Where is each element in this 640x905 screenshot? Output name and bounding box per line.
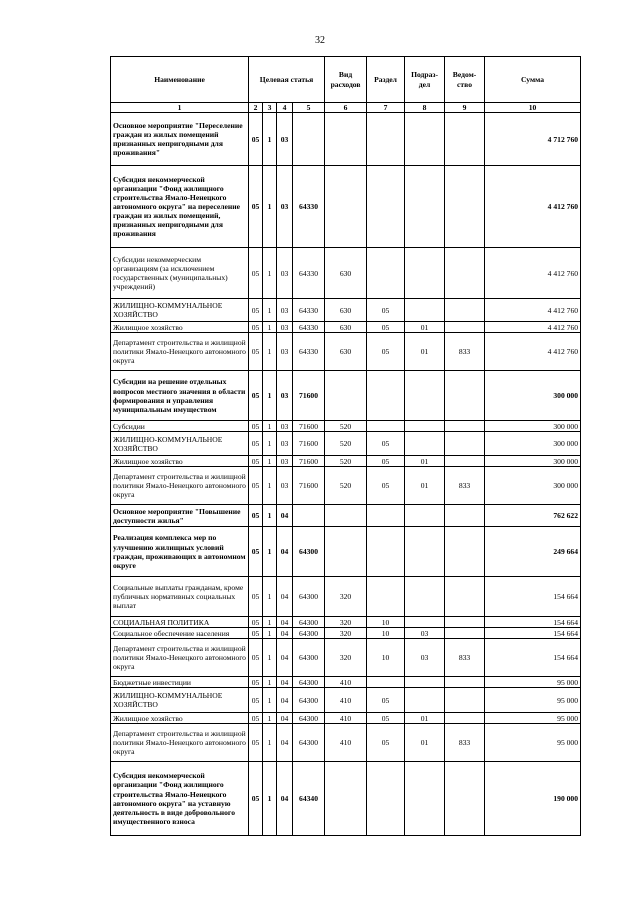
row-expense-type (325, 762, 367, 836)
header-amount: Сумма (485, 57, 581, 103)
row-subsection: 01 (405, 713, 445, 724)
row-expense-type: 520 (325, 432, 367, 456)
row-subprogram: 1 (263, 639, 277, 677)
row-target-code: 64300 (293, 677, 325, 688)
budget-table (110, 56, 581, 836)
row-amount: 154 664 (485, 628, 581, 639)
table-row (111, 617, 581, 628)
row-subsection (405, 371, 445, 421)
row-expense-type: 630 (325, 299, 367, 322)
row-name: ЖИЛИЩНО-КОММУНАЛЬНОЕ ХОЗЯЙСТВО (111, 432, 249, 456)
row-program: 05 (249, 724, 263, 762)
row-subprogram: 1 (263, 617, 277, 628)
row-section: 05 (367, 322, 405, 333)
row-target-code: 64300 (293, 688, 325, 713)
row-section: 05 (367, 724, 405, 762)
row-department (445, 577, 485, 617)
table-row (111, 456, 581, 467)
row-department (445, 371, 485, 421)
column-number: 4 (277, 103, 293, 113)
row-activity: 04 (277, 617, 293, 628)
table-row (111, 713, 581, 724)
row-expense-type (325, 371, 367, 421)
row-section: 05 (367, 456, 405, 467)
row-subprogram: 1 (263, 421, 277, 432)
table-row (111, 322, 581, 333)
row-name: Реализация комплекса мер по улучшению жилищных условий граждан, проживающих в автономном округе (111, 527, 249, 577)
row-program: 05 (249, 333, 263, 371)
row-expense-type: 630 (325, 322, 367, 333)
row-department: 833 (445, 724, 485, 762)
row-subsection (405, 299, 445, 322)
row-activity: 04 (277, 527, 293, 577)
row-amount: 4 712 760 (485, 113, 581, 166)
row-name: Жилищное хозяйство (111, 322, 249, 333)
row-department: 833 (445, 467, 485, 505)
row-program: 05 (249, 577, 263, 617)
row-subsection (405, 762, 445, 836)
row-activity: 03 (277, 113, 293, 166)
row-subprogram: 1 (263, 713, 277, 724)
row-subsection (405, 617, 445, 628)
row-activity: 03 (277, 333, 293, 371)
row-subsection: 01 (405, 467, 445, 505)
row-name: Основное мероприятие "Переселение граждан из жилых помещений признанных непригодными для проживания" (111, 113, 249, 166)
row-expense-type: 520 (325, 421, 367, 432)
row-program: 05 (249, 505, 263, 527)
row-department (445, 617, 485, 628)
table-row (111, 166, 581, 248)
row-name: Департамент строительства и жилищной политики Ямало-Ненецкого автономного округа (111, 724, 249, 762)
row-name: Субсидии некоммерческим организациям (за исключением государственных (муниципальных) учреждений) (111, 248, 249, 299)
row-section: 10 (367, 617, 405, 628)
row-name: Департамент строительства и жилищной политики Ямало-Ненецкого автономного округа (111, 333, 249, 371)
row-department (445, 713, 485, 724)
row-activity: 03 (277, 299, 293, 322)
row-program: 05 (249, 677, 263, 688)
row-name: ЖИЛИЩНО-КОММУНАЛЬНОЕ ХОЗЯЙСТВО (111, 688, 249, 713)
row-program: 05 (249, 456, 263, 467)
row-name: Субсидия некоммерческой организации "Фонд жилищного строительства Ямало-Ненецкого автономного округа" на переселение граждан из жилых помещений, признанных непригодными для проживания (111, 166, 249, 248)
row-program: 05 (249, 166, 263, 248)
row-amount: 154 664 (485, 577, 581, 617)
row-program: 05 (249, 688, 263, 713)
row-target-code: 64330 (293, 299, 325, 322)
row-subsection: 03 (405, 628, 445, 639)
row-subprogram: 1 (263, 724, 277, 762)
row-name: Основное мероприятие "Повышение доступности жилья" (111, 505, 249, 527)
column-number: 5 (293, 103, 325, 113)
header-name: Наименование (111, 57, 249, 103)
column-number: 2 (249, 103, 263, 113)
row-subsection: 03 (405, 639, 445, 677)
row-department (445, 677, 485, 688)
row-expense-type: 410 (325, 677, 367, 688)
row-activity: 03 (277, 248, 293, 299)
row-target-code: 64330 (293, 248, 325, 299)
row-program: 05 (249, 527, 263, 577)
row-subsection (405, 166, 445, 248)
row-name: Социальные выплаты гражданам, кроме публичных нормативных социальных выплат (111, 577, 249, 617)
row-amount: 95 000 (485, 677, 581, 688)
row-target-code: 64300 (293, 639, 325, 677)
row-program: 05 (249, 299, 263, 322)
row-department (445, 688, 485, 713)
row-program: 05 (249, 113, 263, 166)
row-department (445, 322, 485, 333)
row-target-code: 64300 (293, 527, 325, 577)
column-number: 7 (367, 103, 405, 113)
row-expense-type: 520 (325, 456, 367, 467)
header-target: Целевая статья (249, 57, 325, 103)
row-expense-type: 320 (325, 628, 367, 639)
row-subprogram: 1 (263, 432, 277, 456)
row-expense-type: 320 (325, 617, 367, 628)
row-subprogram: 1 (263, 248, 277, 299)
row-target-code: 64340 (293, 762, 325, 836)
row-subsection: 01 (405, 333, 445, 371)
row-name: Жилищное хозяйство (111, 456, 249, 467)
row-section: 05 (367, 432, 405, 456)
header-department: Ведом-ство (445, 57, 485, 103)
row-activity: 04 (277, 724, 293, 762)
row-program: 05 (249, 467, 263, 505)
row-expense-type: 320 (325, 639, 367, 677)
row-subprogram: 1 (263, 371, 277, 421)
row-target-code: 64300 (293, 724, 325, 762)
table-row (111, 333, 581, 371)
row-amount: 95 000 (485, 724, 581, 762)
row-activity: 03 (277, 467, 293, 505)
row-section: 10 (367, 628, 405, 639)
row-amount: 249 664 (485, 527, 581, 577)
row-subprogram: 1 (263, 113, 277, 166)
table-row (111, 677, 581, 688)
row-subsection (405, 432, 445, 456)
row-subsection: 01 (405, 322, 445, 333)
row-subsection: 01 (405, 456, 445, 467)
column-number: 10 (485, 103, 581, 113)
row-target-code: 71600 (293, 371, 325, 421)
row-name: Субсидии на решение отдельных вопросов местного значения в области формирования и управления муниципальным имуществом (111, 371, 249, 421)
row-subsection (405, 688, 445, 713)
row-program: 05 (249, 421, 263, 432)
row-expense-type (325, 505, 367, 527)
row-activity: 04 (277, 762, 293, 836)
table-row (111, 527, 581, 577)
header-subsection: Подраз-дел (405, 57, 445, 103)
row-amount: 190 000 (485, 762, 581, 836)
row-name: Субсидии (111, 421, 249, 432)
row-amount: 4 412 760 (485, 333, 581, 371)
table-row (111, 628, 581, 639)
row-subprogram: 1 (263, 762, 277, 836)
row-department (445, 113, 485, 166)
row-section (367, 677, 405, 688)
row-program: 05 (249, 713, 263, 724)
row-subsection (405, 577, 445, 617)
row-target-code: 71600 (293, 467, 325, 505)
row-target-code: 64330 (293, 333, 325, 371)
header-expense-type: Вид расходов (325, 57, 367, 103)
row-section (367, 371, 405, 421)
row-target-code: 71600 (293, 456, 325, 467)
row-section: 10 (367, 639, 405, 677)
page-number: 32 (315, 35, 325, 46)
row-department (445, 166, 485, 248)
row-subsection (405, 527, 445, 577)
table-row (111, 248, 581, 299)
row-target-code (293, 113, 325, 166)
row-expense-type: 630 (325, 333, 367, 371)
row-activity: 04 (277, 639, 293, 677)
row-amount: 95 000 (485, 688, 581, 713)
row-program: 05 (249, 762, 263, 836)
table-row (111, 299, 581, 322)
row-expense-type: 410 (325, 688, 367, 713)
row-activity: 03 (277, 166, 293, 248)
row-amount: 762 622 (485, 505, 581, 527)
row-section: 05 (367, 333, 405, 371)
row-expense-type: 410 (325, 713, 367, 724)
row-section (367, 166, 405, 248)
row-program: 05 (249, 248, 263, 299)
row-target-code: 64330 (293, 322, 325, 333)
column-number-row (111, 103, 581, 113)
row-activity: 04 (277, 677, 293, 688)
row-subsection (405, 113, 445, 166)
row-expense-type: 520 (325, 467, 367, 505)
row-department (445, 432, 485, 456)
row-expense-type: 320 (325, 577, 367, 617)
row-target-code: 64300 (293, 617, 325, 628)
row-amount: 95 000 (485, 713, 581, 724)
row-name: Бюджетные инвестиции (111, 677, 249, 688)
row-amount: 300 000 (485, 467, 581, 505)
row-subsection (405, 677, 445, 688)
row-expense-type (325, 166, 367, 248)
row-section (367, 527, 405, 577)
row-name: Департамент строительства и жилищной политики Ямало-Ненецкого автономного округа (111, 639, 249, 677)
row-amount: 4 412 760 (485, 166, 581, 248)
row-subprogram: 1 (263, 577, 277, 617)
row-activity: 03 (277, 456, 293, 467)
table-row (111, 113, 581, 166)
row-subprogram: 1 (263, 505, 277, 527)
column-number: 1 (111, 103, 249, 113)
row-name: Социальное обеспечение населения (111, 628, 249, 639)
row-expense-type (325, 527, 367, 577)
row-subprogram: 1 (263, 333, 277, 371)
row-subsection (405, 248, 445, 299)
row-program: 05 (249, 371, 263, 421)
table-row (111, 724, 581, 762)
row-department (445, 762, 485, 836)
header-section: Раздел (367, 57, 405, 103)
row-department (445, 456, 485, 467)
row-target-code: 64300 (293, 713, 325, 724)
row-section (367, 113, 405, 166)
row-program: 05 (249, 617, 263, 628)
row-subprogram: 1 (263, 456, 277, 467)
row-subsection (405, 505, 445, 527)
row-activity: 04 (277, 688, 293, 713)
row-activity: 04 (277, 577, 293, 617)
row-section (367, 577, 405, 617)
row-amount: 4 412 760 (485, 248, 581, 299)
row-department (445, 248, 485, 299)
column-number: 3 (263, 103, 277, 113)
row-amount: 154 664 (485, 639, 581, 677)
row-activity: 03 (277, 421, 293, 432)
row-department (445, 527, 485, 577)
table-row (111, 639, 581, 677)
row-expense-type (325, 113, 367, 166)
row-activity: 03 (277, 432, 293, 456)
row-subsection: 01 (405, 724, 445, 762)
row-subprogram: 1 (263, 527, 277, 577)
row-subprogram: 1 (263, 467, 277, 505)
row-target-code: 64330 (293, 166, 325, 248)
row-program: 05 (249, 322, 263, 333)
row-subprogram: 1 (263, 322, 277, 333)
row-activity: 04 (277, 713, 293, 724)
table-row (111, 421, 581, 432)
table-row (111, 577, 581, 617)
row-section: 05 (367, 688, 405, 713)
row-target-code: 64300 (293, 628, 325, 639)
row-department (445, 505, 485, 527)
row-target-code (293, 505, 325, 527)
row-target-code: 71600 (293, 421, 325, 432)
row-name: ЖИЛИЩНО-КОММУНАЛЬНОЕ ХОЗЯЙСТВО (111, 299, 249, 322)
row-subsection (405, 421, 445, 432)
column-number: 8 (405, 103, 445, 113)
row-amount: 300 000 (485, 432, 581, 456)
row-name: Департамент строительства и жилищной политики Ямало-Ненецкого автономного округа (111, 467, 249, 505)
row-section (367, 421, 405, 432)
row-name: Жилищное хозяйство (111, 713, 249, 724)
column-number: 6 (325, 103, 367, 113)
row-subprogram: 1 (263, 166, 277, 248)
row-amount: 4 412 760 (485, 299, 581, 322)
row-expense-type: 630 (325, 248, 367, 299)
row-expense-type: 410 (325, 724, 367, 762)
row-department (445, 299, 485, 322)
row-department: 833 (445, 333, 485, 371)
row-program: 05 (249, 639, 263, 677)
row-amount: 4 412 760 (485, 322, 581, 333)
row-section (367, 505, 405, 527)
row-subprogram: 1 (263, 688, 277, 713)
row-section: 05 (367, 713, 405, 724)
row-target-code: 71600 (293, 432, 325, 456)
row-name: Субсидия некоммерческой организации "Фонд жилищного строительства Ямало-Ненецкого автономного округа" на уставную деятельность в виде добровольного имущественного взноса (111, 762, 249, 836)
row-amount: 300 000 (485, 421, 581, 432)
table-row (111, 688, 581, 713)
table-row (111, 762, 581, 836)
row-section (367, 762, 405, 836)
row-department (445, 628, 485, 639)
row-activity: 04 (277, 505, 293, 527)
row-department: 833 (445, 639, 485, 677)
row-program: 05 (249, 628, 263, 639)
row-target-code: 64300 (293, 577, 325, 617)
table-row (111, 467, 581, 505)
row-activity: 04 (277, 628, 293, 639)
row-amount: 300 000 (485, 456, 581, 467)
row-section (367, 248, 405, 299)
table-header-row (111, 57, 581, 103)
row-subprogram: 1 (263, 299, 277, 322)
table-row (111, 371, 581, 421)
row-activity: 03 (277, 371, 293, 421)
table-row (111, 432, 581, 456)
row-section: 05 (367, 299, 405, 322)
row-activity: 03 (277, 322, 293, 333)
row-subprogram: 1 (263, 628, 277, 639)
row-name: СОЦИАЛЬНАЯ ПОЛИТИКА (111, 617, 249, 628)
row-amount: 154 664 (485, 617, 581, 628)
row-program: 05 (249, 432, 263, 456)
row-section: 05 (367, 467, 405, 505)
row-amount: 300 000 (485, 371, 581, 421)
column-number: 9 (445, 103, 485, 113)
row-subprogram: 1 (263, 677, 277, 688)
row-department (445, 421, 485, 432)
table-row (111, 505, 581, 527)
